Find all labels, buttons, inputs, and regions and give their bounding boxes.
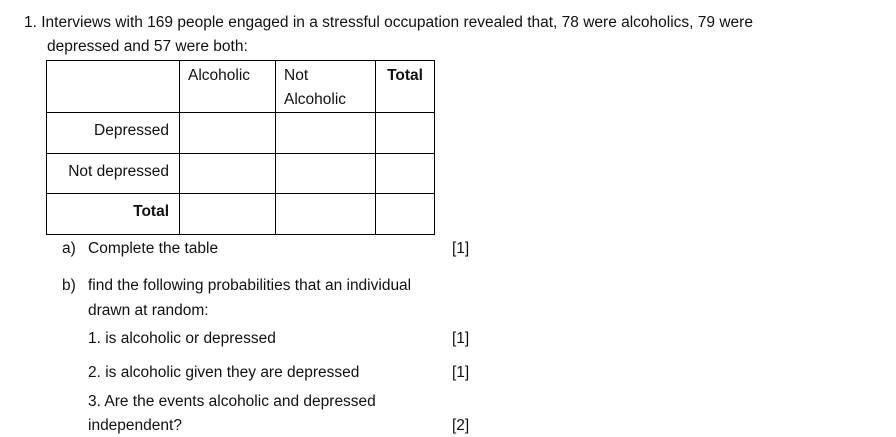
part-b-item-3-text-line-1: 3. Are the events alcoholic and depressed	[88, 393, 376, 410]
table-header-row	[47, 61, 435, 113]
col-header-not-alcoholic	[276, 61, 376, 113]
question-line-1: 1. Interviews with 169 people engaged in a stressful occupation revealed that, 78 were alcoholics, 79 were	[24, 14, 753, 31]
row-label-depressed: Depressed	[47, 113, 180, 154]
cell-depressed-alcoholic	[180, 113, 276, 154]
cell-total-total	[376, 194, 435, 235]
part-b-item-2-text: 2. is alcoholic given they are depressed	[88, 364, 360, 381]
part-a-text: Complete the table	[88, 240, 219, 257]
cell-total-not-alcoholic	[276, 194, 376, 235]
col-header-not-alcoholic-line-2: Alcoholic	[284, 91, 347, 108]
contingency-table	[46, 60, 435, 235]
part-b-item-1-marks: [1]	[452, 330, 470, 347]
part-a-marks: [1]	[452, 240, 470, 257]
part-b-label: b)	[62, 277, 76, 294]
cell-depressed-total	[376, 113, 435, 154]
part-b-item-3-marks: [2]	[452, 417, 470, 434]
table-row-total	[47, 194, 435, 235]
cell-depressed-not-alcoholic	[276, 113, 376, 154]
question-text-line-2: depressed and 57 were both:	[47, 38, 248, 55]
part-b-text-line-2: drawn at random:	[88, 302, 209, 319]
row-label-not-depressed: Not depressed	[47, 154, 180, 194]
part-b-item-1-text: 1. is alcoholic or depressed	[88, 330, 276, 347]
part-b-text-line-1: find the following probabilities that an individual	[88, 277, 412, 294]
part-b-item-3-text-line-2: independent?	[88, 417, 182, 434]
cell-not-depressed-alcoholic	[180, 154, 276, 194]
table-corner-cell	[47, 61, 180, 113]
part-b-item-2-marks: [1]	[452, 364, 470, 381]
row-label-total: Total	[47, 194, 180, 235]
cell-total-alcoholic	[180, 194, 276, 235]
col-header-alcoholic: Alcoholic	[180, 61, 276, 113]
question-text-line-1	[24, 14, 848, 32]
col-header-total: Total	[376, 61, 435, 113]
table-row-depressed	[47, 113, 435, 154]
cell-not-depressed-not-alcoholic	[276, 154, 376, 194]
col-header-not-alcoholic-line-1: Not	[284, 67, 309, 84]
part-a-label: a)	[62, 240, 76, 257]
cell-not-depressed-total	[376, 154, 435, 194]
table-row-not-depressed	[47, 154, 435, 194]
